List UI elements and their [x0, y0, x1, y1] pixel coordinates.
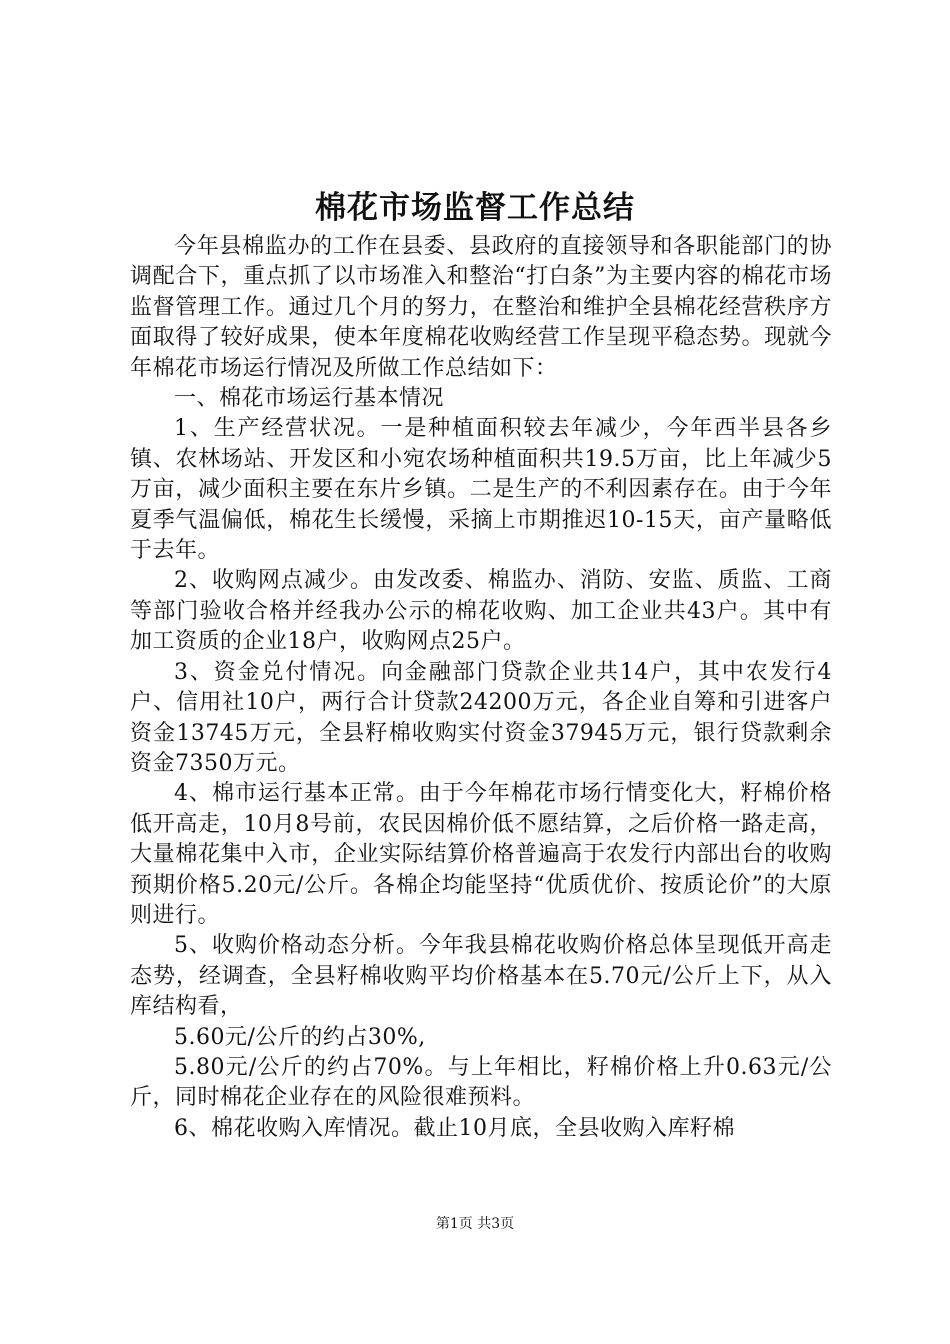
paragraph-production: 1、生产经营状况。一是种植面积较去年减少，今年西半县各乡镇、农林场站、开发区和小宛农场种植面积共19.5万亩，比上年减少5万亩，减少面积主要在东片乡镇。二是生产的不利因素存在。由于今年夏季气温偏低，棉花生长缓慢，采摘上市期推迟10-15天，亩产量略低于去年。: [130, 416, 832, 564]
page-footer: 第1页 共3页: [435, 1216, 515, 1232]
section-heading: 一、棉花市场运行基本情况: [174, 386, 445, 412]
paragraph-storage: 6、棉花收购入库情况。截止10月底，全县收购入库籽棉: [174, 1115, 735, 1141]
paragraph-market: 4、棉市运行基本正常。由于今年棉花市场行情变化大，籽棉价格低开高走，10月8号前，农民因棉价低不愿结算，之后价格一路走高，大量棉花集中入市，企业实际结算价格普遍高于农发行内部出台的收购预期价格5.20元/公斤。各棉企均能坚持“优质优价、按质论价”的大原则进行。: [130, 781, 832, 928]
paragraph-price-analysis: 5、收购价格动态分析。今年我县棉花收购价格总体呈现低开高走态势，经调查，全县籽棉收购平均价格基本在5.70元/公斤上下，从入库结构看，: [130, 933, 832, 1020]
paragraph-price-580: 5.80元/公斤的约占70%。与上年相比，籽棉价格上升0.63元/公斤，同时棉花企业存在的风险很难预料。: [130, 1054, 832, 1111]
paragraph-funds: 3、资金兑付情况。向金融部门贷款企业共14户，其中农发行4户、信用社10户，两行合计贷款24200万元，各企业自筹和引进客户资金13745万元，全县籽棉收购实付资金37945万元，银行贷款剩余资金7350万元。: [130, 659, 832, 776]
paragraph-price-560: 5.60元/公斤的约占30%,: [174, 1024, 426, 1050]
document-title: 棉花市场监督工作总结: [315, 190, 635, 226]
document-body: [130, 232, 832, 1144]
paragraph-outlets: 2、收购网点减少。由发改委、棉监办、消防、安监、质监、工商等部门验收合格并经我办公示的棉花收购、加工企业共43户。其中有加工资质的企业18户，收购网点25户。: [130, 568, 832, 655]
paragraph-intro: 今年县棉监办的工作在县委、县政府的直接领导和各职能部门的协调配合下，重点抓了以市场准入和整治“打白条”为主要内容的棉花市场监督管理工作。通过几个月的努力，在整治和维护全县棉花经营秩序方面取得了较好成果，使本年度棉花收购经营工作呈现平稳态势。现就今年棉花市场运行情况及所做工作总结如下：: [130, 234, 832, 381]
